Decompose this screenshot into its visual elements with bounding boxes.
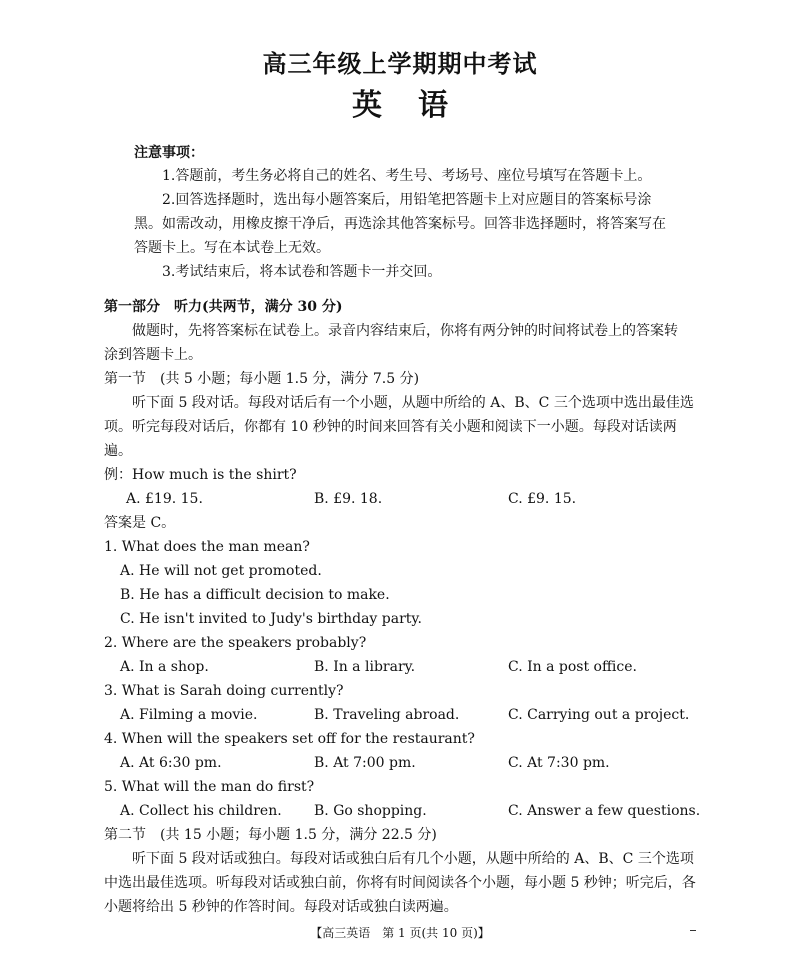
part1-heading: 第一部分 听力(共两节，满分 30 分) (104, 299, 343, 315)
section2-instructions: 小题将给出 5 秒钟的作答时间。每段对话或独白读两遍。 (104, 899, 458, 915)
question-4-option-c: C. At 7:30 pm. (508, 755, 610, 771)
notice-item: 2.回答选择题时，选出每小题答案后，用铅笔把答题卡上对应题目的答案标号涂 (162, 192, 652, 208)
question-4: 4. When will the speakers set off for the restaurant? (104, 731, 475, 747)
example-question: 例：How much is the shirt? (104, 467, 297, 483)
section2-instructions: 听下面 5 段对话或独白。每段对话或独白后有几个小题，从题中所给的 A、B、C 三个选项 (132, 851, 694, 867)
notice-item: 答题卡上。写在本试卷上无效。 (134, 240, 330, 256)
section2-instructions: 中选出最佳选项。听每段对话或独白前，你将有时间阅读各个小题，每小题 5 秒钟；听完后，各 (104, 875, 696, 891)
question-2-option-c: C. In a post office. (508, 659, 637, 675)
question-5-option-c: C. Answer a few questions. (508, 803, 701, 819)
notice-item: 3.考试结束后，将本试卷和答题卡一并交回。 (162, 264, 442, 280)
part1-intro: 涂到答题卡上。 (104, 347, 202, 363)
question-1: 1. What does the man mean? (104, 539, 310, 555)
notice-heading: 注意事项： (134, 145, 204, 161)
question-4-option-a: A. At 6:30 pm. (120, 755, 222, 771)
exam-title: 高三年级上学期期中考试 (262, 49, 538, 78)
section1-instructions: 听下面 5 段对话。每段对话后有一个小题，从题中所给的 A、B、C 三个选项中选出最佳选 (132, 395, 694, 411)
notice-item: 1.答题前，考生务必将自己的姓名、考生号、考场号、座位号填写在答题卡上。 (162, 168, 652, 184)
question-5: 5. What will the man do first? (104, 779, 315, 795)
question-5-option-a: A. Collect his children. (120, 803, 282, 819)
question-3-option-a: A. Filming a movie. (120, 707, 258, 723)
question-2: 2. Where are the speakers probably? (104, 635, 367, 651)
example-option-b: B. £9. 18. (314, 491, 383, 507)
example-answer: 答案是 C。 (104, 515, 176, 531)
example-option-c: C. £9. 15. (508, 491, 577, 507)
subject-title: 英语 (352, 88, 484, 123)
example-option-a: A. £19. 15. (126, 491, 203, 507)
page-footer: 【高三英语 第 1 页(共 10 页)】 (310, 926, 490, 940)
section1-instructions: 项。听完每段对话后，你都有 10 秒钟的时间来回答有关小题和阅读下一小题。每段对话读两 (104, 419, 677, 435)
question-1-option-c: C. He isn't invited to Judy's birthday party. (120, 611, 422, 627)
question-4-option-b: B. At 7:00 pm. (314, 755, 416, 771)
footer-mark (690, 930, 696, 931)
section1-heading: 第一节 (共 5 小题；每小题 1.5 分，满分 7.5 分) (104, 371, 420, 387)
question-3-option-c: C. Carrying out a project. (508, 707, 690, 723)
question-1-option-b: B. He has a difficult decision to make. (120, 587, 390, 603)
question-5-option-b: B. Go shopping. (314, 803, 427, 819)
question-3-option-b: B. Traveling abroad. (314, 707, 460, 723)
question-1-option-a: A. He will not get promoted. (120, 563, 322, 579)
notice-item: 黑。如需改动，用橡皮擦干净后，再选涂其他答案标号。回答非选择题时，将答案写在 (134, 216, 666, 232)
part1-intro: 做题时，先将答案标在试卷上。录音内容结束后，你将有两分钟的时间将试卷上的答案转 (132, 323, 678, 339)
question-2-option-b: B. In a library. (314, 659, 416, 675)
question-3: 3. What is Sarah doing currently? (104, 683, 344, 699)
section1-instructions: 遍。 (104, 443, 132, 459)
question-2-option-a: A. In a shop. (120, 659, 209, 675)
section2-heading: 第二节 (共 15 小题；每小题 1.5 分，满分 22.5 分) (104, 827, 437, 843)
